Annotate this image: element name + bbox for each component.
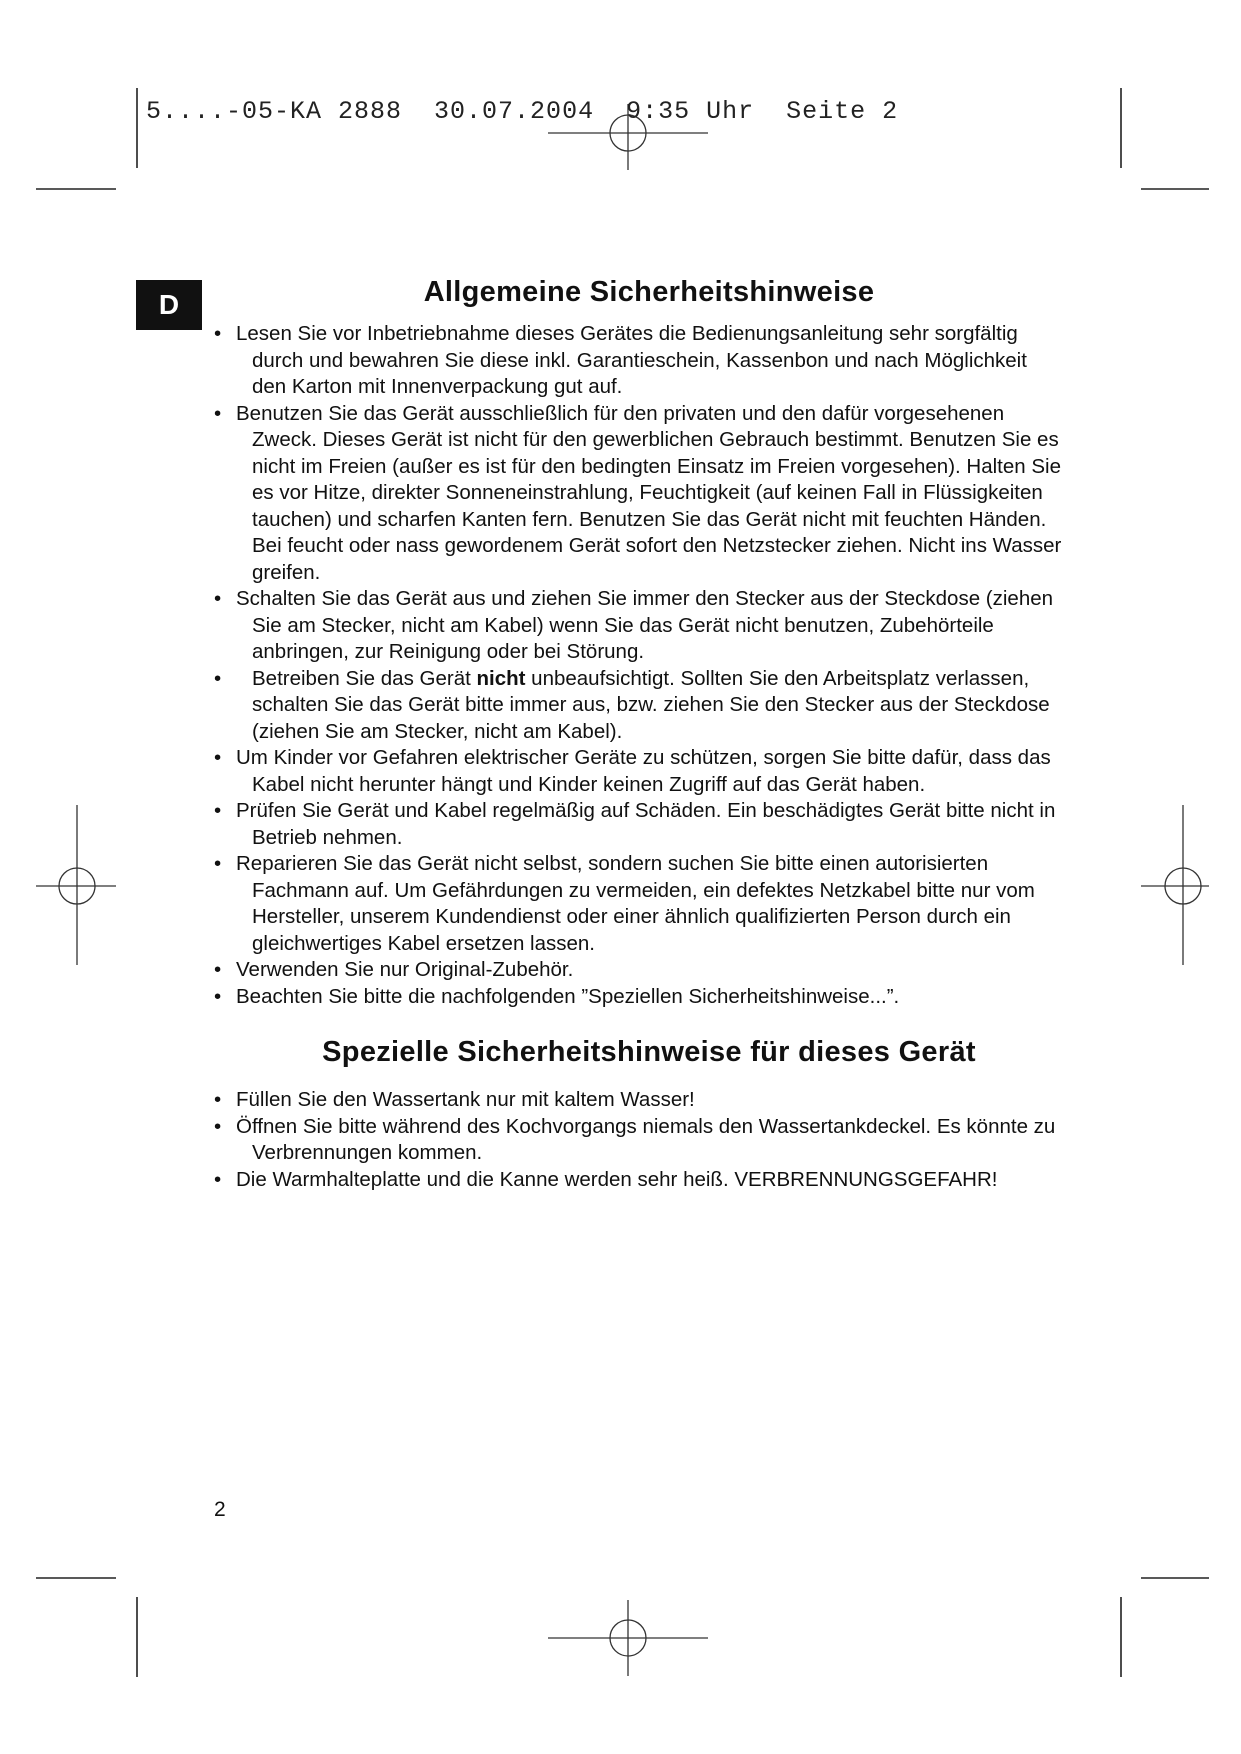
- registration-mark-left: [36, 805, 116, 965]
- list-item: • Benutzen Sie das Gerät ausschließlich für den privaten und den dafür vorgesehenen Zweck. Dieses Gerät ist nicht für den gewerblichen Gebrauch bestimmt. Benutzen Sie es nicht im Freien (außer es ist für den bedingten Einsatz im Freien vorgesehen). Halten Sie es vor Hitze, direkter Sonneneinstrahlung, Feuchtigkeit (auf keinen Fall in Flüssigkeiten tauchen) und scharfen Kanten fern. Benutzen Sie das Gerät nicht mit feuchten Händen. Bei feucht oder nass gewordenem Gerät sofort den Netzstecker ziehen. Nicht ins Wasser greifen.: [214, 401, 1064, 587]
- list-item: • Um Kinder vor Gefahren elektrischer Geräte zu schützen, sorgen Sie bitte dafür, dass das Kabel nicht herunter hängt und Kinder keinen Zugriff auf das Gerät haben.: [214, 745, 1064, 798]
- list-item: • Die Warmhalteplatte und die Kanne werden sehr heiß. VERBRENNUNGSGEFAHR!: [214, 1167, 1064, 1194]
- registration-mark-bottom: [548, 1600, 708, 1676]
- list-item: • Öffnen Sie bitte während des Kochvorgangs niemals den Wassertankdeckel. Es könnte zu Verbrennungen kommen.: [214, 1114, 1064, 1167]
- section-title-special-safety: Spezielle Sicherheitshinweise für dieses Gerät: [322, 1036, 976, 1068]
- language-tab: D: [136, 280, 202, 330]
- emphasis-nicht: nicht: [476, 666, 526, 690]
- registration-mark-right: [1141, 805, 1209, 965]
- safety-content: [214, 276, 1064, 1193]
- list-item: • Schalten Sie das Gerät aus und ziehen Sie immer den Stecker aus der Steckdose (ziehen Sie am Stecker, nicht am Kabel) wenn Sie das Gerät nicht benutzen, Zubehörteile anbringen, zur Reinigung oder bei Störung.: [214, 586, 1064, 666]
- list-item: • Verwenden Sie nur Original-Zubehör.: [214, 957, 1064, 984]
- special-safety-list: [214, 1087, 1064, 1193]
- list-item: • Reparieren Sie das Gerät nicht selbst, sondern suchen Sie bitte einen autorisierten Fachmann auf. Um Gefährdungen zu vermeiden, ein defektes Netzkabel bitte nur vom Hersteller, unserem Kundendienst oder einer ähnlich qualifizierten Person durch ein gleichwertiges Kabel ersetzen lassen.: [214, 851, 1064, 957]
- list-item: • Füllen Sie den Wassertank nur mit kaltem Wasser!: [214, 1087, 1064, 1114]
- page-number: 2: [214, 1498, 226, 1521]
- list-item: • Beachten Sie bitte die nachfolgenden ”Speziellen Sicherheitshinweise...”.: [214, 984, 1064, 1011]
- list-item: • Betreiben Sie das Gerät nicht unbeaufsichtigt. Sollten Sie den Arbeitsplatz verlassen, schalten Sie das Gerät bitte immer aus, bzw. ziehen Sie den Stecker aus der Steckdose (ziehen Sie am Stecker, nicht am Kabel).: [214, 666, 1064, 746]
- list-item: • Prüfen Sie Gerät und Kabel regelmäßig auf Schäden. Ein beschädigtes Gerät bitte nicht in Betrieb nehmen.: [214, 798, 1064, 851]
- section-title-general-safety: Allgemeine Sicherheitshinweise: [423, 276, 875, 308]
- general-safety-list: [214, 321, 1064, 1010]
- list-item: • Lesen Sie vor Inbetriebnahme dieses Gerätes die Bedienungsanleitung sehr sorgfältig durch und bewahren Sie diese inkl. Garantieschein, Kassenbon und nach Möglichkeit den Karton mit Innenverpackung gut auf.: [214, 321, 1064, 401]
- print-slug-header: 5....-05-KA 2888 30.07.2004 9:35 Uhr Seite 2: [146, 97, 899, 126]
